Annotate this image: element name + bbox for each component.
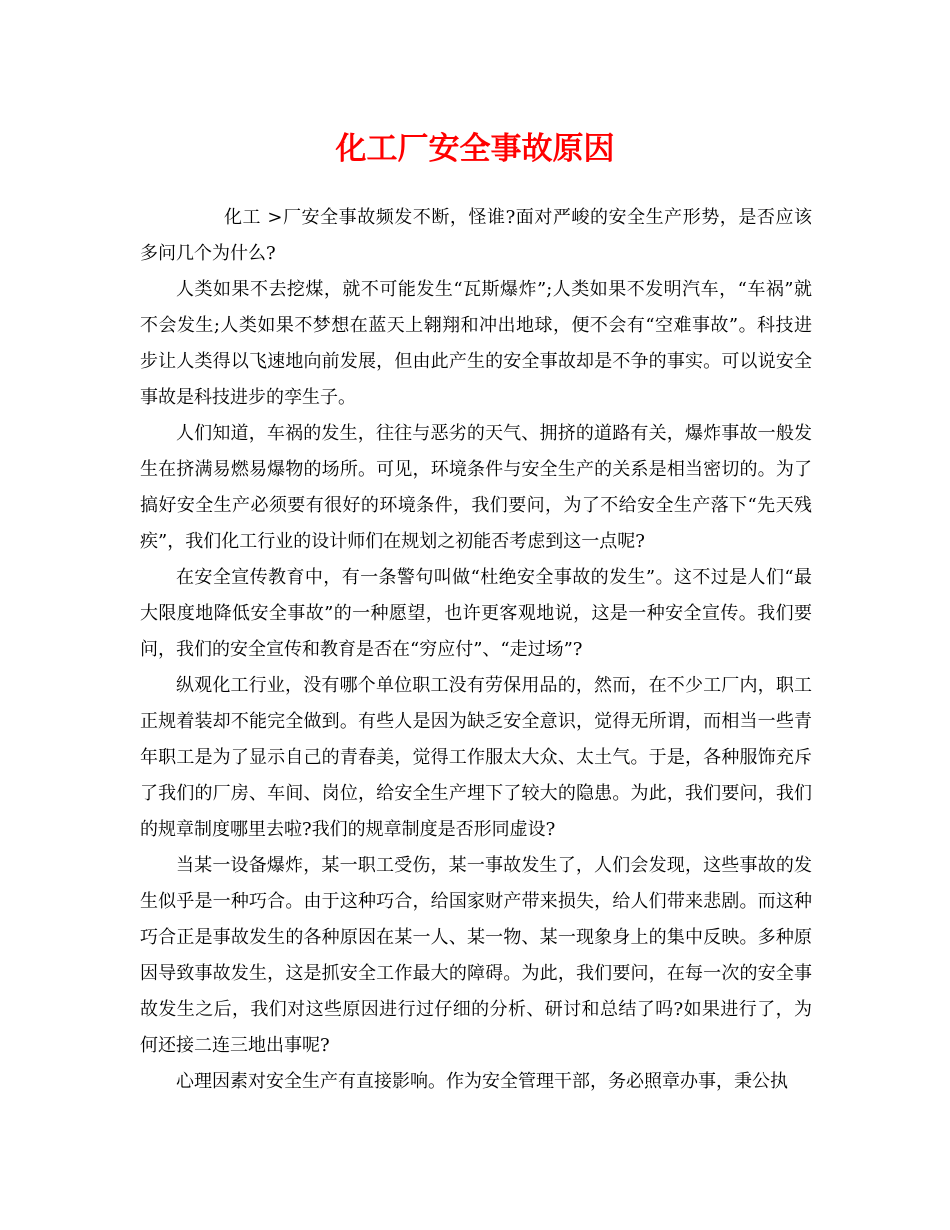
paragraph-2: 人类如果不去挖煤，就不可能发生“瓦斯爆炸”;人类如果不发明汽车，“车祸”就不会发生;人类如果不梦想在蓝天上翱翔和冲出地球，便不会有“空难事故”。科技进步让人类得以飞速地向前发展，但由此产生的安全事故却是不争的事实。可以说安全事故是科技进步的孪生子。 — [140, 279, 812, 408]
paragraph-7: 心理因素对安全生产有直接影响。作为安全管理干部，务必照章办事，秉公执 — [176, 1071, 788, 1092]
paragraph-4: 在安全宣传教育中，有一条警句叫做“杜绝安全事故的发生”。这不过是人们“最大限度地降低安全事故”的一种愿望，也许更客观地说，这是一种安全宣传。我们要问，我们的安全宣传和教育是否在“穷应付”、“走过场”? — [140, 567, 812, 660]
document-body — [140, 200, 812, 1100]
paragraph-6: 当某一设备爆炸，某一职工受伤，某一事故发生了，人们会发现，这些事故的发生似乎是一种巧合。由于这种巧合，给国家财产带来损失，给人们带来悲剧。而这种巧合正是事故发生的各种原因在某一人、某一物、某一现象身上的集中反映。多种原因导致事故发生，这是抓安全工作最大的障碍。为此，我们要问，在每一次的安全事故发生之后，我们对这些原因进行过仔细的分析、研讨和总结了吗?如果进行了，为何还接二连三地出事呢? — [140, 855, 812, 1056]
paragraph-3: 人们知道，车祸的发生，往往与恶劣的天气、拥挤的道路有关，爆炸事故一般发生在挤满易燃易爆物的场所。可见，环境条件与安全生产的关系是相当密切的。为了搞好安全生产必须要有很好的环境条件，我们要问，为了不给安全生产落下“先天残疾”，我们化工行业的设计师们在规划之初能否考虑到这一点呢? — [140, 423, 812, 552]
document-title: 化工厂安全事故原因 — [335, 131, 615, 167]
paragraph-5: 纵观化工行业，没有哪个单位职工没有劳保用品的，然而，在不少工厂内，职工正规着装却不能完全做到。有些人是因为缺乏安全意识，觉得无所谓，而相当一些青年职工是为了显示自己的青春美，觉得工作服太大众、太土气。于是，各种服饰充斥了我们的厂房、车间、岗位，给安全生产埋下了较大的隐患。为此，我们要问，我们的规章制度哪里去啦?我们的规章制度是否形同虚设? — [140, 675, 812, 840]
paragraph-1: 化工 >厂安全事故频发不断，怪谁?面对严峻的安全生产形势，是否应该多问几个为什么? — [140, 207, 812, 264]
